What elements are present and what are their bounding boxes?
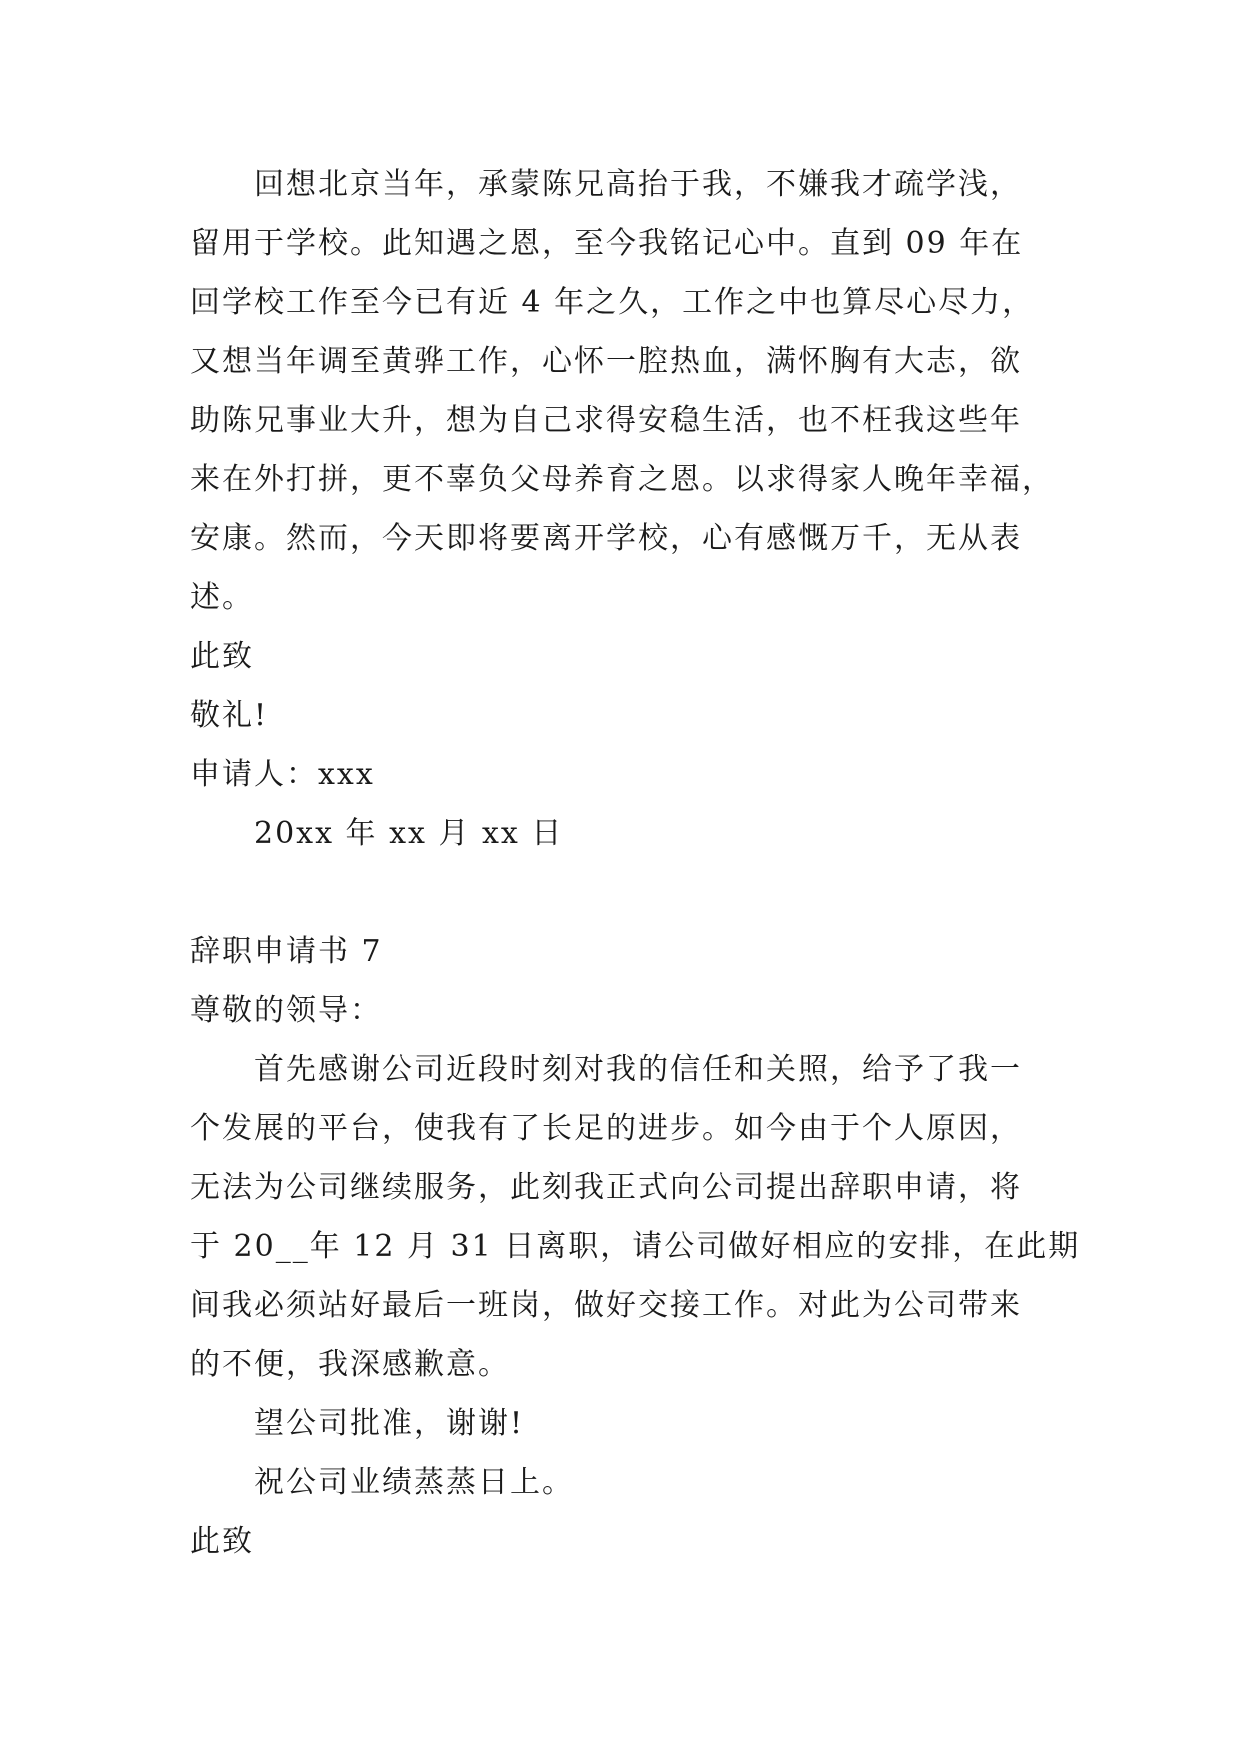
paragraph-line: 又想当年调至黄骅工作，心怀一腔热血，满怀胸有大志，欲 bbox=[190, 344, 1022, 379]
letter1-salute: 敬礼! bbox=[190, 698, 269, 733]
paragraph-line: 个发展的平台，使我有了长足的进步。如今由于个人原因， bbox=[190, 1111, 1022, 1146]
paragraph-line: 安康。然而，今天即将要离开学校，心有感慨万千，无从表 bbox=[190, 521, 1022, 556]
paragraph-line: 来在外打拼，更不辜负父母养育之恩。以求得家人晚年幸福， bbox=[190, 462, 1054, 497]
paragraph-line: 间我必须站好最后一班岗，做好交接工作。对此为公司带来 bbox=[190, 1288, 1022, 1323]
paragraph-line: 助陈兄事业大升，想为自己求得安稳生活，也不枉我这些年 bbox=[190, 403, 1022, 438]
letter2-paragraph bbox=[190, 1040, 1081, 1394]
letter2-title: 辞职申请书 7 bbox=[190, 934, 383, 969]
paragraph-line: 回想北京当年，承蒙陈兄高抬于我，不嫌我才疏学浅， bbox=[254, 167, 1022, 202]
paragraph-line: 回学校工作至今已有近 4 年之久，工作之中也算尽心尽力， bbox=[190, 285, 1035, 320]
paragraph-line: 述。 bbox=[190, 580, 254, 615]
letter1-date: 20xx 年 xx 月 xx 日 bbox=[254, 816, 564, 851]
document-body bbox=[190, 155, 1081, 1571]
paragraph-line: 的不便，我深感歉意。 bbox=[190, 1347, 510, 1382]
letter1-closing: 此致 bbox=[190, 639, 254, 674]
paragraph-line: 无法为公司继续服务，此刻我正式向公司提出辞职申请，将 bbox=[190, 1170, 1022, 1205]
letter2-greeting: 尊敬的领导： bbox=[190, 993, 382, 1028]
paragraph-line: 首先感谢公司近段时刻对我的信任和关照，给予了我一 bbox=[254, 1052, 1022, 1087]
letter1-applicant: 申请人：xxx bbox=[190, 757, 375, 792]
letter2-closing: 此致 bbox=[190, 1524, 254, 1559]
paragraph-line: 留用于学校。此知遇之恩，至今我铭记心中。直到 09 年在 bbox=[190, 226, 1024, 261]
letter2-wish: 祝公司业绩蒸蒸日上。 bbox=[254, 1465, 574, 1500]
section-gap bbox=[190, 863, 1070, 922]
paragraph-line: 于 20__年 12 月 31 日离职，请公司做好相应的安排，在此期 bbox=[190, 1229, 1081, 1264]
letter1-paragraph bbox=[190, 155, 1070, 627]
letter2-request: 望公司批准，谢谢! bbox=[254, 1406, 525, 1441]
